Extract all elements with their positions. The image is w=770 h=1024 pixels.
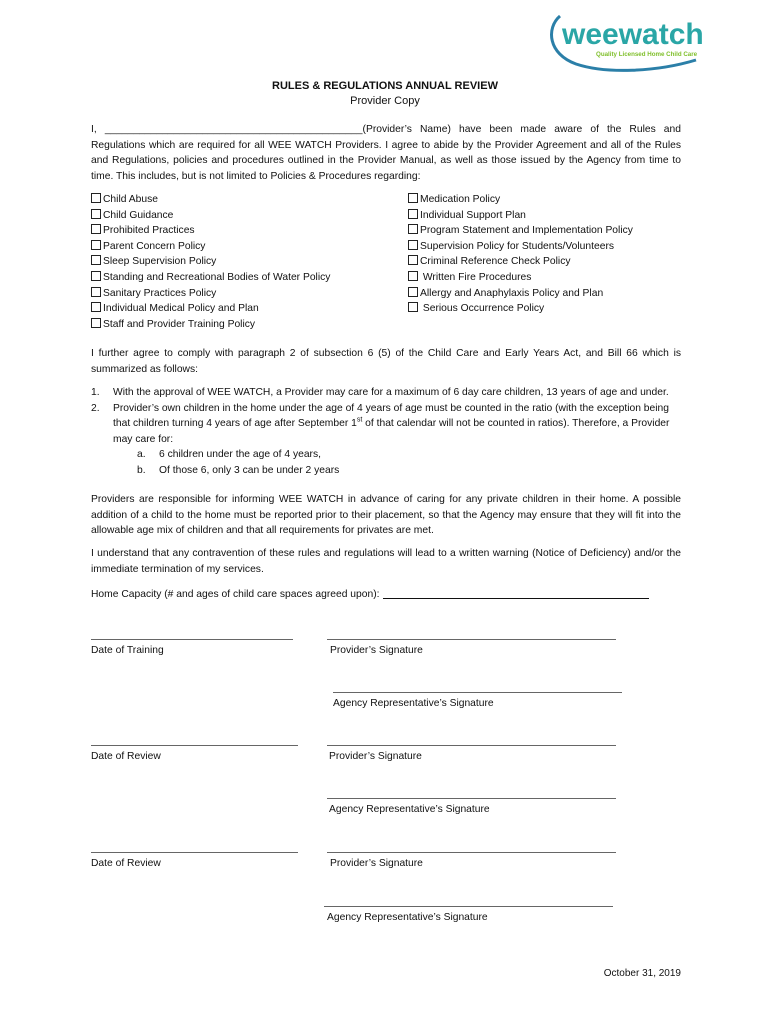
provider-signature-label-3: Provider’s Signature <box>330 858 423 869</box>
checkbox-icon[interactable] <box>408 255 418 265</box>
policy-item[interactable] <box>91 286 330 302</box>
date-review-label-2: Date of Review <box>91 858 161 869</box>
checkbox-icon[interactable] <box>408 302 418 312</box>
checkbox-icon[interactable] <box>91 224 101 234</box>
policy-item[interactable] <box>408 301 633 317</box>
item-text-cont: of that calendar will not be counted in ratios). Therefore, a Provider may care for: <box>113 418 670 445</box>
sub-item-text: Of those 6, only 3 can be under 2 years <box>159 464 340 476</box>
policy-item[interactable] <box>91 223 330 239</box>
agency-signature-line-2[interactable] <box>327 798 616 799</box>
policy-label: Standing and Recreational Bodies of Water Policy <box>103 271 331 283</box>
policy-label: Serious Occurrence Policy <box>420 303 545 315</box>
policy-label: Criminal Reference Check Policy <box>420 256 571 268</box>
checkbox-icon[interactable] <box>91 271 101 281</box>
policy-label: Child Guidance <box>103 209 174 221</box>
provider-name-blank[interactable]: _____________________________________________ <box>104 124 363 135</box>
intro-text: (Provider’s Name) have been made aware of the Rules and Regulations which are required for all WEE WATCH Providers. I agree to abide by the Provider Agreement and all of the Rules and Regulations, policies and procedures outlined in the Provider Manual, as well as those issued by the Agency from time to time. This includes, but is not limited to Policies & Procedures regarding: <box>91 124 681 182</box>
checkbox-icon[interactable] <box>91 240 101 250</box>
page-subtitle: Provider Copy <box>350 95 420 107</box>
weewatch-logo <box>546 10 706 74</box>
policy-list-right <box>408 192 633 317</box>
policy-label: Allergy and Anaphylaxis Policy and Plan <box>420 287 604 299</box>
policy-label: Sanitary Practices Policy <box>103 287 217 299</box>
policy-item[interactable] <box>408 223 633 239</box>
contravention-paragraph: I understand that any contravention of these rules and regulations will lead to a written warning (Notice of Deficiency) and/or the immediate termination of my services. <box>91 548 681 575</box>
agency-signature-line-1[interactable] <box>333 692 622 693</box>
policy-label: Sleep Supervision Policy <box>103 256 217 268</box>
provider-signature-line-3[interactable] <box>327 852 616 853</box>
intro-paragraph <box>91 122 681 184</box>
sub-item <box>91 463 681 479</box>
policy-item[interactable] <box>91 301 330 317</box>
policy-item[interactable] <box>408 208 633 224</box>
policy-item[interactable] <box>91 270 330 286</box>
policy-label: Written Fire Procedures <box>420 271 532 283</box>
policy-label: Medication Policy <box>420 194 501 205</box>
numbered-item <box>91 385 681 401</box>
policy-item[interactable] <box>91 208 330 224</box>
policy-item[interactable] <box>408 239 633 255</box>
sub-item-label: b. <box>137 464 146 476</box>
provider-signature-line-1[interactable] <box>327 639 616 640</box>
revision-date: October 31, 2019 <box>603 968 681 979</box>
date-training-line[interactable] <box>91 639 293 640</box>
checkbox-icon[interactable] <box>408 209 418 219</box>
checkbox-icon[interactable] <box>91 302 101 312</box>
policy-item[interactable] <box>91 317 330 333</box>
page-title: RULES & REGULATIONS ANNUAL REVIEW <box>272 80 498 92</box>
policy-label: Parent Concern Policy <box>103 240 206 252</box>
responsibility-paragraph: Providers are responsible for informing WEE WATCH in advance of caring for any private children in their home. A possible addition of a child to the home must be reported prior to their placement, so that the Agency may ensure that they will fit into the allowable age mix of children and that all requirements for privates are met. <box>91 494 681 536</box>
policy-label: Individual Support Plan <box>420 209 526 221</box>
checkbox-icon[interactable] <box>408 240 418 250</box>
logo-wordmark: weewatch <box>562 18 704 51</box>
checkbox-icon[interactable] <box>91 209 101 219</box>
checkbox-icon[interactable] <box>408 224 418 234</box>
policy-item[interactable] <box>408 192 633 208</box>
item-number: 1. <box>91 387 100 398</box>
numbered-item <box>91 401 681 448</box>
policy-item[interactable] <box>91 254 330 270</box>
item-text: Provider’s own children in the home under the age of 4 years of age must be counted in the ratio (with the exception being that children turning 4 years of age after September 1 <box>113 402 669 429</box>
logo-tagline: Quality Licensed Home Child Care <box>596 51 698 58</box>
policy-label: Staff and Provider Training Policy <box>103 318 256 330</box>
agency-signature-label-1: Agency Representative’s Signature <box>333 698 494 709</box>
provider-signature-line-2[interactable] <box>327 745 616 746</box>
agency-signature-label-2: Agency Representative’s Signature <box>329 804 490 815</box>
home-capacity-input-line[interactable] <box>383 587 649 599</box>
numbered-list <box>91 385 681 478</box>
policy-label: Prohibited Practices <box>103 225 195 237</box>
sub-item-text: 6 children under the age of 4 years, <box>159 449 321 460</box>
policy-label: Program Statement and Implementation Policy <box>420 225 633 237</box>
sub-item-label: a. <box>137 449 146 460</box>
policy-label: Supervision Policy for Students/Volunteers <box>420 240 615 252</box>
provider-signature-label-2: Provider’s Signature <box>329 751 422 762</box>
home-capacity-label: Home Capacity (# and ages of child care spaces agreed upon): <box>91 589 380 600</box>
checkbox-icon[interactable] <box>91 255 101 265</box>
policy-item[interactable] <box>91 192 330 208</box>
policy-list-left <box>91 192 330 332</box>
policy-item[interactable] <box>91 239 330 255</box>
checkbox-icon[interactable] <box>408 193 418 203</box>
checkbox-icon[interactable] <box>91 318 101 328</box>
date-review-label-1: Date of Review <box>91 751 161 762</box>
checkbox-icon[interactable] <box>91 287 101 297</box>
policy-item[interactable] <box>408 254 633 270</box>
provider-signature-label-1: Provider’s Signature <box>330 645 423 656</box>
policy-label: Individual Medical Policy and Plan <box>103 303 259 315</box>
home-capacity-field <box>91 587 649 603</box>
sub-item <box>91 447 681 463</box>
policy-item[interactable] <box>408 286 633 302</box>
checkbox-icon[interactable] <box>408 271 418 281</box>
agency-signature-label-3: Agency Representative’s Signature <box>327 912 488 923</box>
policy-item[interactable] <box>408 270 633 286</box>
policy-label: Child Abuse <box>103 194 158 205</box>
checkbox-icon[interactable] <box>91 193 101 203</box>
checkbox-icon[interactable] <box>408 287 418 297</box>
date-review-line-2[interactable] <box>91 852 298 853</box>
item-text: With the approval of WEE WATCH, a Provider may care for a maximum of 6 day care children, 13 years of age and under. <box>113 387 669 398</box>
intro-lead: I, <box>91 124 105 135</box>
date-training-label: Date of Training <box>91 645 164 656</box>
date-review-line-1[interactable] <box>91 745 298 746</box>
item-number: 2. <box>91 402 100 414</box>
comply-paragraph: I further agree to comply with paragraph 2 of subsection 6 (5) of the Child Care and Early Years Act, and Bill 66 which is summarized as follows: <box>91 348 681 375</box>
agency-signature-line-3[interactable] <box>324 906 613 907</box>
ordinal-suffix: st <box>356 416 363 424</box>
